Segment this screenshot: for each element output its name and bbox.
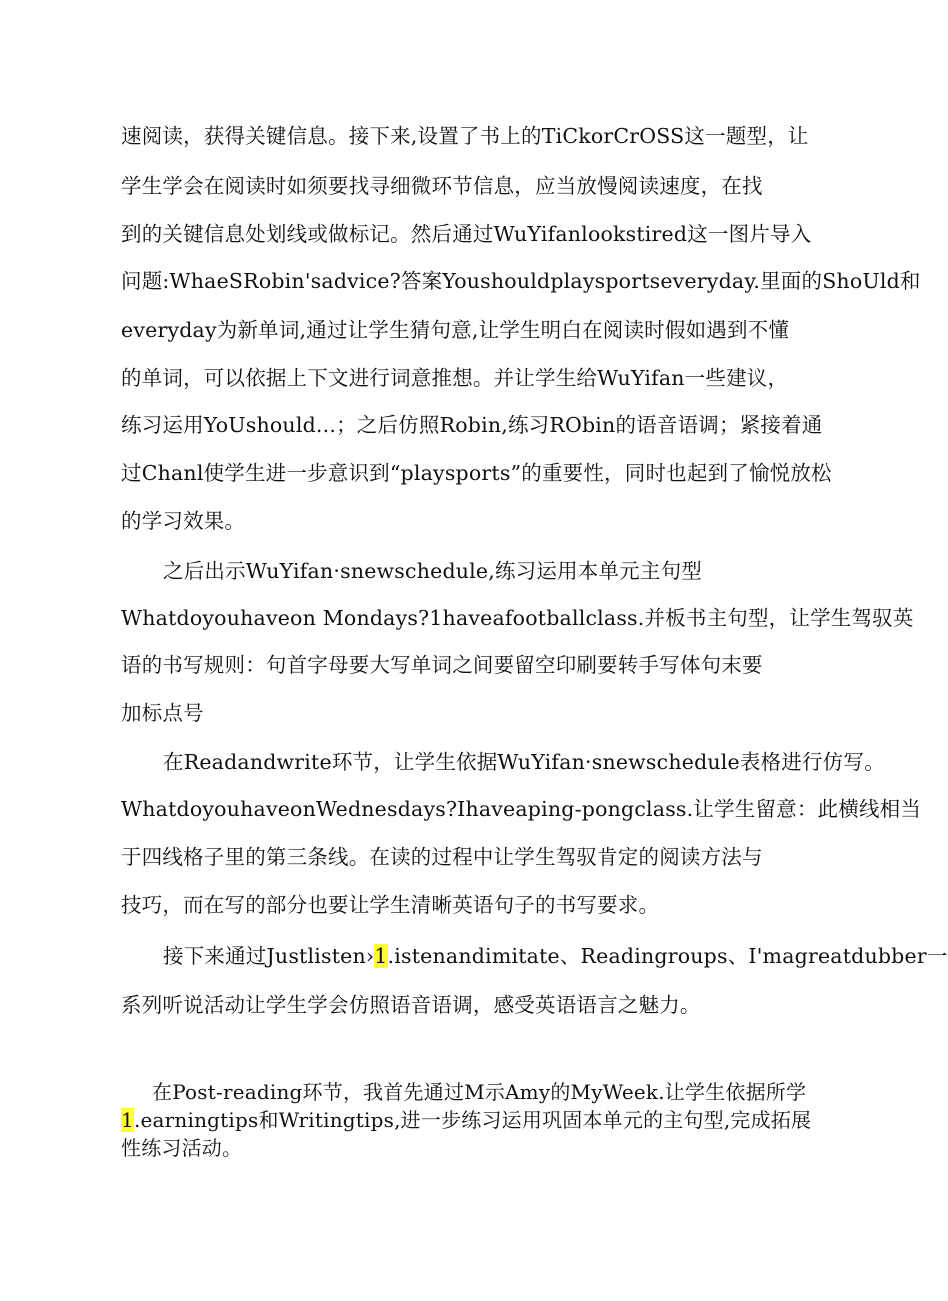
paragraph-4-line-1 <box>163 942 948 970</box>
paragraph-1-line-2: 学生学会在阅读时如须要找寻细微环节信息，应当放慢阅读速度，在找 <box>121 174 763 198</box>
paragraph-1-line-6: 的单词，可以依据上下文进行词意推想。并让学生给WuYifan一些建议， <box>121 366 789 390</box>
paragraph-5-line-2-after: .earningtips和Writingtips,进一步练习运用巩固本单元的主句型,完成拓展 <box>133 1108 812 1132</box>
paragraph-5-line-2 <box>121 1107 811 1133</box>
paragraph-2-line-3: 语的书写规则：句首字母要大写单词之间要留空印刷要转手写体句末要 <box>121 653 763 677</box>
paragraph-5-line-3: 性练习活动。 <box>121 1136 243 1160</box>
paragraph-1-line-5: everyday为新单词,通过让学生猜句意,让学生明白在阅读时假如遇到不懂 <box>121 318 790 342</box>
paragraph-3-line-2: WhatdoyouhaveonWednesdays?Ihaveaping-pongclass.让学生留意：此横线相当 <box>121 797 922 821</box>
paragraph-1-line-9: 的学习效果。 <box>121 509 246 533</box>
paragraph-1-line-7: 练习运用YoUshould...；之后仿照Robin,练习RObin的语音语调；紧接着通 <box>121 413 823 437</box>
paragraph-4-line-1-before: 接下来通过Justlisten› <box>163 944 375 968</box>
paragraph-2-line-2: Whatdoyouhaveon Mondays?1haveafootballclass.并板书主句型，让学生驾驭英 <box>121 606 914 630</box>
paragraph-1-line-1: 速阅读，获得关键信息。接下来,设置了书上的TiCkorCrOSS这一题型，让 <box>121 124 809 148</box>
paragraph-2-line-1: 之后出示WuYifan·snewschedule,练习运用本单元主句型 <box>163 559 702 583</box>
paragraph-3-line-1: 在Readandwrite环节，让学生依据WuYifan·snewschedule表格进行仿写。 <box>163 750 885 774</box>
paragraph-4-line-1-after: .istenandimitate、Readingroups、I'magreatdubber一 <box>387 944 948 968</box>
paragraph-3-line-3: 于四线格子里的第三条线。在读的过程中让学生驾驭肯定的阅读方法与 <box>121 845 763 869</box>
paragraph-4-line-2: 系列听说活动让学生学会仿照语音语调，感受英语语言之魅力。 <box>121 993 701 1017</box>
highlighted-mark: 1 <box>121 1108 134 1132</box>
highlighted-mark: 1 <box>374 944 388 968</box>
paragraph-1-line-4: 问题:WhaeSRobin'sadvice?答案Youshouldplaysportseveryday.里面的ShoUld和 <box>121 269 921 293</box>
paragraph-1-line-3: 到的关键信息处划线或做标记。然后通过WuYifanlookstired这一图片导入 <box>121 222 812 246</box>
paragraph-2-line-4: 加标点号 <box>121 701 204 725</box>
paragraph-1-line-8: 过Chanl使学生进一步意识到“playsports”的重要性，同时也起到了愉悦放松 <box>121 461 832 485</box>
paragraph-5-line-1: 在Post-reading环节，我首先通过M示Amy的MyWeek.让学生依据所学 <box>152 1080 807 1104</box>
paragraph-3-line-4: 技巧，而在写的部分也要让学生清晰英语句子的书写要求。 <box>121 893 660 917</box>
